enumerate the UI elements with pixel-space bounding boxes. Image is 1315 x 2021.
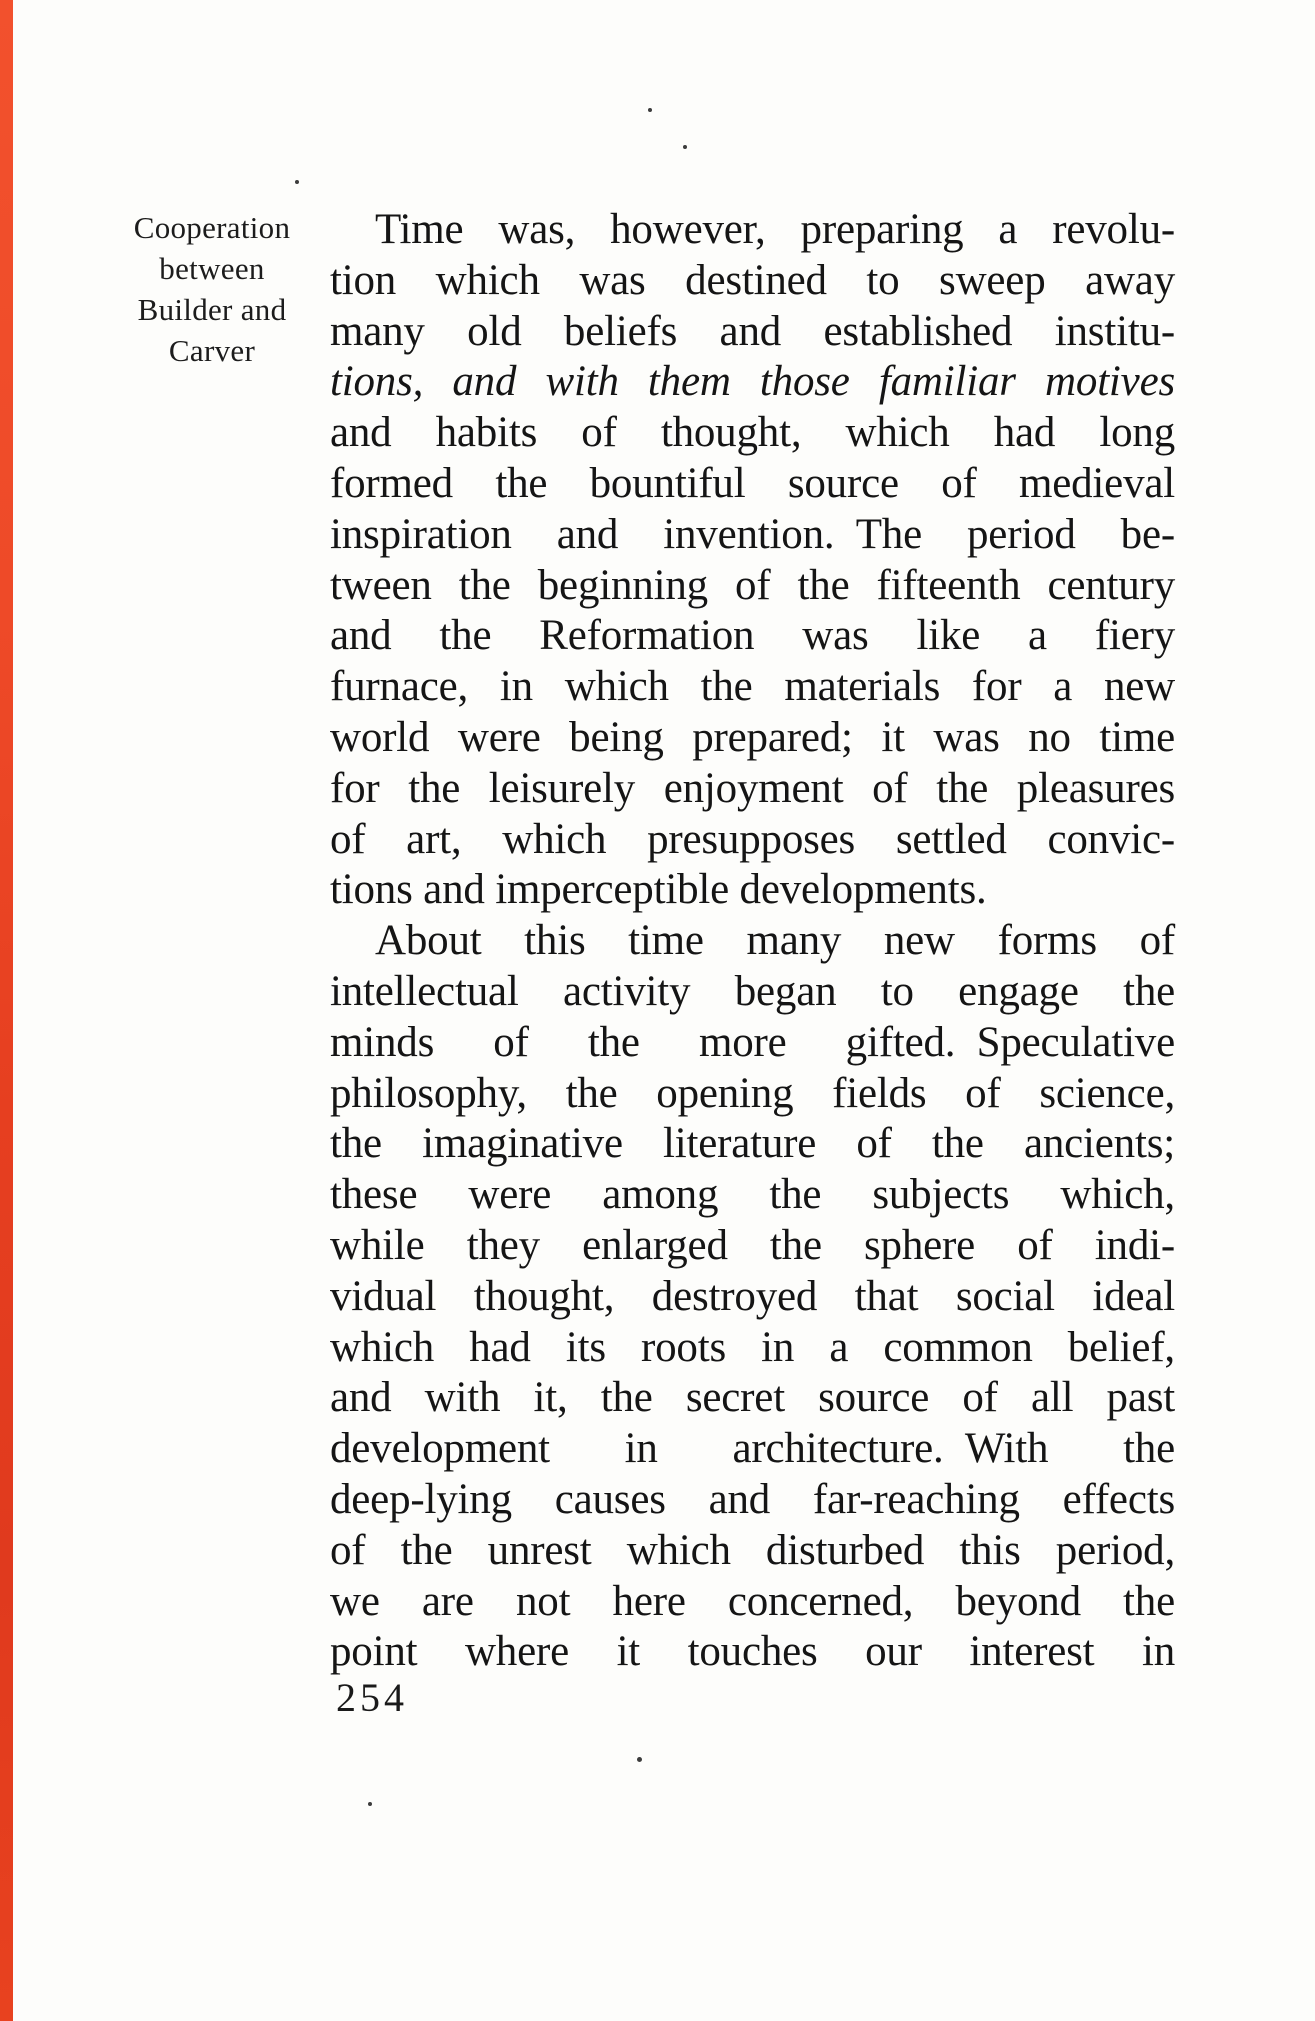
text-line: Time was, however, preparing a revolu- (375, 206, 1175, 253)
text-line: furnace, in which the materials for a new (330, 663, 1175, 711)
text-line: point where it touches our interest in (330, 1628, 1175, 1676)
margin-note-line: between (159, 251, 265, 286)
text-line: of art, which presupposes settled convic- (330, 815, 1175, 863)
text-line: intellectual activity began to engage the (330, 967, 1175, 1015)
text-line: which had its roots in a common belief, (330, 1323, 1175, 1371)
body-text (330, 205, 1175, 1678)
text-line: tions and imperceptible developments. (330, 866, 987, 914)
text-line: and with it, the secret source of all past (330, 1374, 1175, 1422)
ink-speck (368, 1802, 372, 1806)
text-line: and the Reformation was like a fiery (330, 612, 1175, 660)
scan-edge-strip (0, 0, 13, 2021)
ink-speck (648, 108, 652, 112)
paragraph (330, 205, 1175, 916)
text-line: philosophy, the opening fields of science, (330, 1069, 1175, 1117)
text-line: deep-lying causes and far-reaching effects (330, 1475, 1175, 1523)
margin-note-line: Carver (168, 333, 256, 368)
margin-note (92, 207, 332, 371)
text-line: tween the beginning of the fifteenth century (330, 561, 1175, 609)
text-line: these were among the subjects which, (330, 1171, 1175, 1219)
text-line: development in architecture. With the (330, 1425, 1175, 1473)
ink-speck (295, 180, 299, 184)
text-line: tions, and with them those familiar motives (330, 358, 1175, 406)
ink-speck (683, 145, 687, 149)
text-line: formed the bountiful source of medieval (330, 459, 1175, 507)
text-line: the imaginative literature of the ancients; (330, 1120, 1175, 1168)
text-line: for the leisurely enjoyment of the pleasures (330, 764, 1175, 812)
text-line: inspiration and invention. The period be- (330, 510, 1175, 558)
text-line: vidual thought, destroyed that social ideal (330, 1272, 1175, 1320)
text-line: About this time many new forms of (375, 917, 1175, 965)
text-line: minds of the more gifted. Speculative (330, 1018, 1175, 1066)
text-line: tion which was destined to sweep away (330, 256, 1175, 304)
text-line: of the unrest which disturbed this period, (330, 1526, 1175, 1574)
margin-note-line: Cooperation (133, 210, 291, 245)
text-line: and habits of thought, which had long (330, 409, 1175, 457)
paragraph (330, 916, 1175, 1678)
page-number: 254 (336, 1675, 408, 1720)
text-line: we are not here concerned, beyond the (330, 1577, 1175, 1625)
margin-note-line: Builder and (137, 292, 287, 327)
ink-speck (637, 1757, 642, 1762)
text-line: while they enlarged the sphere of indi- (330, 1221, 1175, 1269)
text-line: many old beliefs and established institu- (330, 307, 1175, 355)
text-line: world were being prepared; it was no time (330, 713, 1175, 761)
